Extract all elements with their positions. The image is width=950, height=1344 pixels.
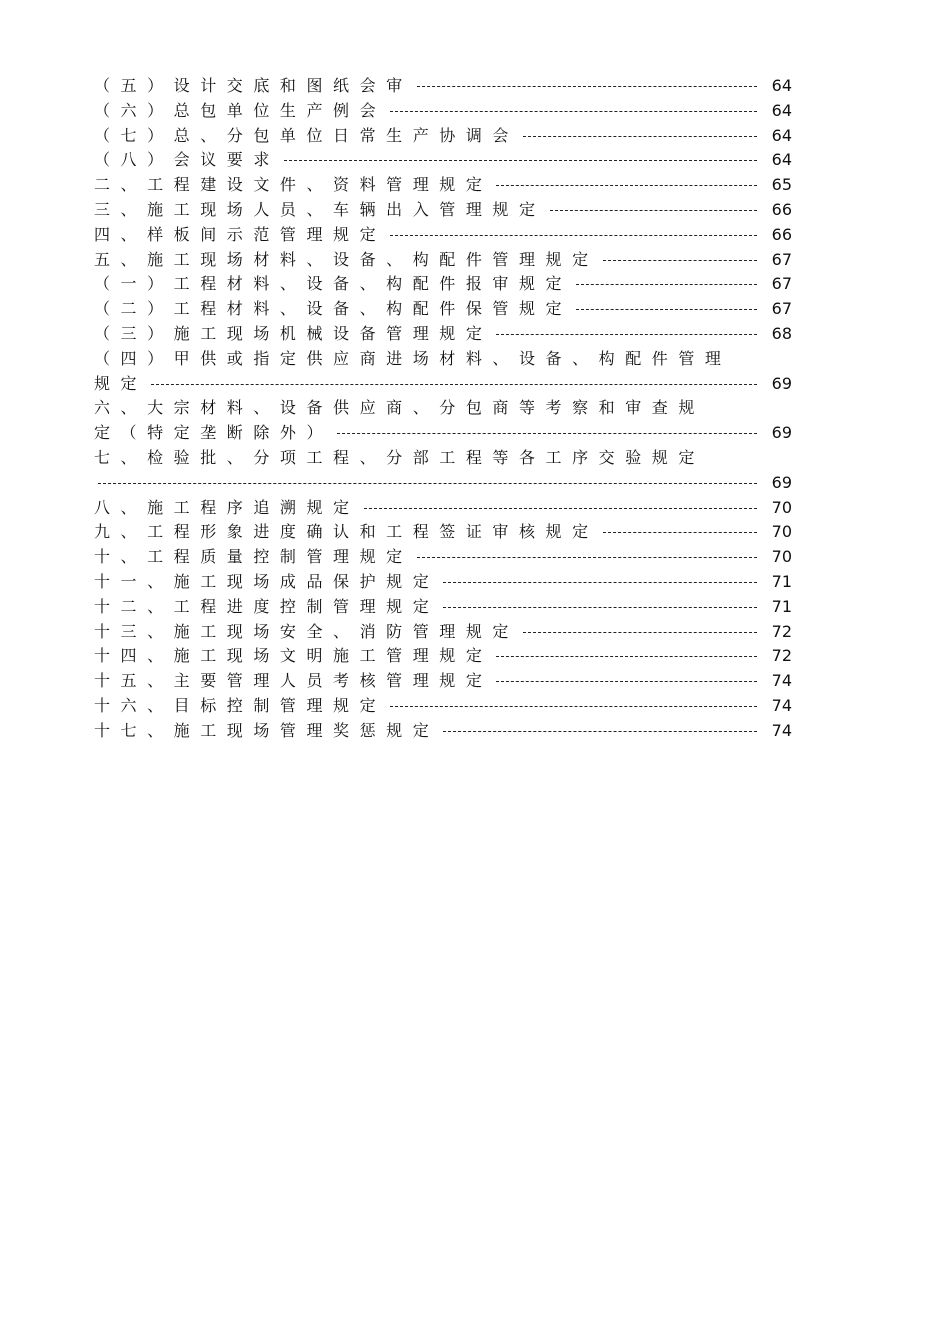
toc-page-number: 64 (771, 125, 792, 145)
toc-entry-continuation[interactable] (94, 421, 854, 446)
toc-leader-dashes (443, 582, 757, 583)
toc-entry[interactable] (94, 520, 854, 545)
toc-entry-title: 十二、工程进度控制管理规定 (94, 596, 440, 616)
toc-page-number: 74 (771, 720, 792, 740)
toc-entry-title: 二、工程建设文件、资料管理规定 (94, 175, 493, 195)
toc-entry-title-cont: 规定 (94, 373, 148, 393)
toc-entry-title: （八）会议要求 (94, 150, 280, 170)
toc-leader-dashes (364, 508, 757, 509)
toc-page-number: 66 (771, 199, 792, 219)
toc-page-number: 70 (771, 497, 792, 517)
toc-entry-continuation[interactable] (94, 372, 854, 397)
toc-entry-title: （七）总、分包单位日常生产协调会 (94, 125, 519, 145)
toc-leader-dashes (417, 557, 757, 558)
toc-entry[interactable] (94, 173, 854, 198)
toc-entry[interactable] (94, 669, 854, 694)
toc-page-number: 72 (771, 621, 792, 641)
toc-page-number: 64 (771, 100, 792, 120)
toc-entry[interactable] (94, 148, 854, 173)
toc-leader-dashes (496, 656, 757, 657)
toc-leader-dashes (98, 483, 757, 484)
toc-page-number: 69 (771, 423, 792, 443)
toc-entry-title: 七、检验批、分项工程、分部工程等各工序交验规定 (94, 447, 705, 467)
toc-entry-title: 四、样板间示范管理规定 (94, 224, 387, 244)
toc-leader-dashes (151, 384, 757, 385)
toc-page-number: 65 (771, 175, 792, 195)
toc-page-number: 74 (771, 671, 792, 691)
toc-entry[interactable] (94, 719, 854, 744)
toc-entry-title: （六）总包单位生产例会 (94, 100, 387, 120)
toc-leader-dashes (523, 632, 757, 633)
toc-leader-dashes (576, 284, 757, 285)
toc-entry-title: 十三、施工现场安全、消防管理规定 (94, 621, 519, 641)
toc-entry[interactable] (94, 496, 854, 521)
toc-entry-title: 十六、目标控制管理规定 (94, 695, 387, 715)
toc-page-number: 69 (771, 373, 792, 393)
toc-entry-title: （二）工程材料、设备、构配件保管规定 (94, 299, 573, 319)
toc-entry-title-cont: 定（特定垄断除外） (94, 423, 334, 443)
toc-leader-dashes (496, 334, 757, 335)
toc-entry[interactable] (94, 347, 854, 372)
toc-entry-title: （四）甲供或指定供应商进场材料、设备、构配件管理 (94, 348, 732, 368)
toc-leader-dashes (284, 160, 757, 161)
toc-page-number: 67 (771, 299, 792, 319)
toc-entry-title: 三、施工现场人员、车辆出入管理规定 (94, 199, 546, 219)
toc-entry[interactable] (94, 223, 854, 248)
toc-leader-dashes (603, 260, 757, 261)
toc-page-number: 71 (771, 596, 792, 616)
toc-page-number: 72 (771, 646, 792, 666)
toc-leader-dashes (390, 706, 757, 707)
toc-entry[interactable] (94, 124, 854, 149)
toc-entry[interactable] (94, 297, 854, 322)
toc-leader-dashes (390, 111, 757, 112)
toc-leader-dashes (496, 681, 757, 682)
toc-leader-dashes (576, 309, 757, 310)
toc-entry[interactable] (94, 99, 854, 124)
toc-entry-title: （一）工程材料、设备、构配件报审规定 (94, 274, 573, 294)
toc-entry-title: （五）设计交底和图纸会审 (94, 76, 413, 95)
toc-page-number: 70 (771, 547, 792, 567)
toc-page-number: 70 (771, 522, 792, 542)
toc-entry-title: 六、大宗材料、设备供应商、分包商等考察和审查规 (94, 398, 705, 418)
toc-entry[interactable] (94, 248, 854, 273)
toc-leader-dashes (337, 433, 757, 434)
toc-entry-title: 十、工程质量控制管理规定 (94, 547, 413, 567)
toc-leader-dashes (390, 235, 757, 236)
toc-entry-title: （三）施工现场机械设备管理规定 (94, 323, 493, 343)
toc-entry-title: 十五、主要管理人员考核管理规定 (94, 671, 493, 691)
toc-entry[interactable] (94, 198, 854, 223)
toc-entry[interactable] (94, 644, 854, 669)
toc-entry-title: 五、施工现场材料、设备、构配件管理规定 (94, 249, 599, 269)
toc-entry-title: 十四、施工现场文明施工管理规定 (94, 646, 493, 666)
toc-page-number: 74 (771, 695, 792, 715)
toc-entry[interactable] (94, 396, 854, 421)
toc-entry-title: 十一、施工现场成品保护规定 (94, 571, 440, 591)
toc-entry[interactable] (94, 570, 854, 595)
toc-leader-dashes (443, 731, 757, 732)
toc-leader-dashes (523, 136, 757, 137)
toc-leader-dashes (443, 607, 757, 608)
toc-leader-dashes (550, 210, 757, 211)
toc-page-number: 67 (771, 274, 792, 294)
toc-entry-continuation[interactable] (94, 471, 854, 496)
toc-entry[interactable] (94, 620, 854, 645)
table-of-contents (94, 74, 854, 744)
toc-leader-dashes (496, 185, 757, 186)
toc-entry[interactable] (94, 74, 854, 99)
toc-leader-dashes (417, 86, 757, 87)
toc-page-number: 69 (771, 472, 792, 492)
toc-entry[interactable] (94, 446, 854, 471)
toc-page-number: 64 (771, 76, 792, 95)
toc-entry-title: 九、工程形象进度确认和工程签证审核规定 (94, 522, 599, 542)
toc-leader-dashes (603, 532, 757, 533)
toc-entry[interactable] (94, 694, 854, 719)
toc-page-number: 66 (771, 224, 792, 244)
toc-entry[interactable] (94, 595, 854, 620)
toc-page-number: 64 (771, 150, 792, 170)
toc-page-number: 67 (771, 249, 792, 269)
toc-entry[interactable] (94, 272, 854, 297)
toc-entry-title: 八、施工程序追溯规定 (94, 497, 360, 517)
toc-entry[interactable] (94, 545, 854, 570)
toc-page-number: 71 (771, 571, 792, 591)
toc-entry[interactable] (94, 322, 854, 347)
toc-entry-title: 十七、施工现场管理奖惩规定 (94, 720, 440, 740)
toc-page-number: 68 (771, 323, 792, 343)
